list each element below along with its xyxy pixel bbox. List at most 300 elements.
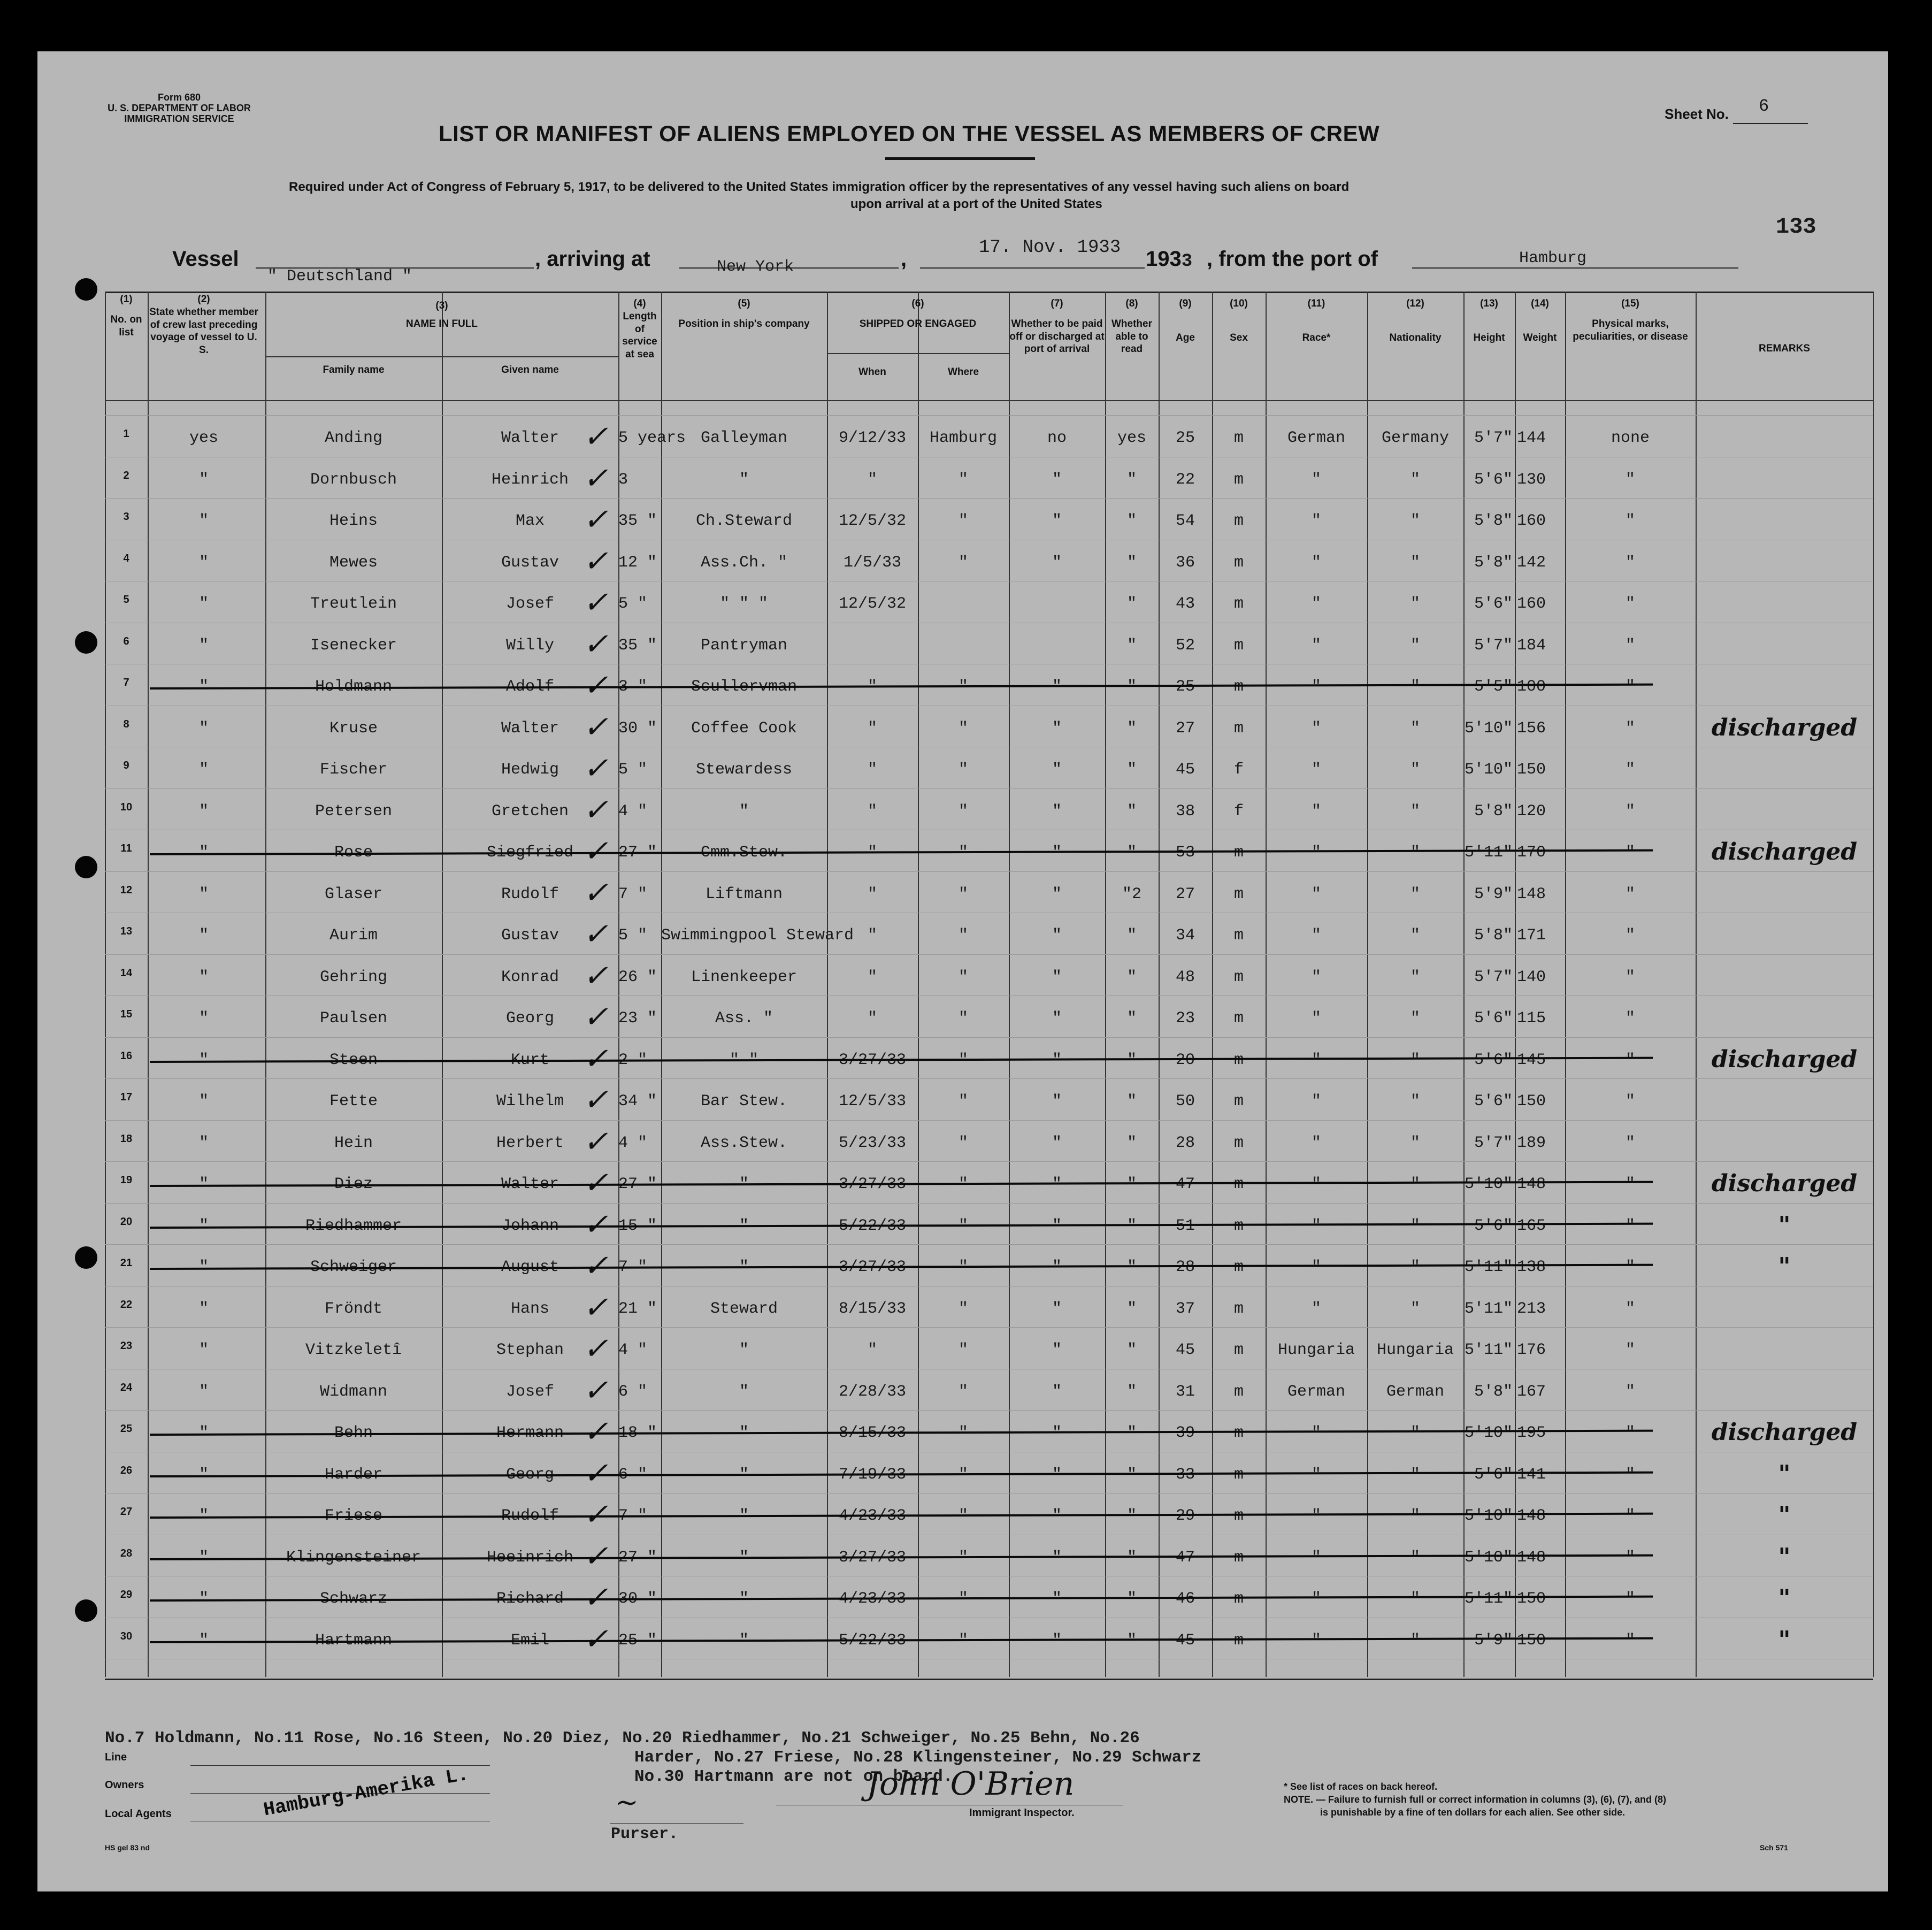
col-no-header (105, 293, 148, 339)
crew-read: " (1126, 553, 1137, 572)
crew-family: Glaser (324, 885, 383, 903)
crew-when: 12/5/33 (838, 1092, 907, 1110)
col-num-8: (8) (1125, 298, 1138, 309)
crew-sex: m (1233, 1134, 1244, 1152)
col-race-label: Race* (1302, 332, 1331, 343)
crew-height: 5'6" (1474, 1216, 1513, 1235)
crew-length: 27 " (618, 1548, 657, 1567)
crew-sex: m (1233, 512, 1244, 530)
crew-position: " (739, 1258, 749, 1276)
crew-family: Fröndt (324, 1299, 383, 1318)
crew-height: 5'10" (1464, 719, 1513, 738)
check-mark-icon: ✓ (583, 1373, 608, 1408)
row-rule (105, 1078, 1873, 1079)
crew-height: 5'8" (1474, 926, 1513, 945)
crew-where: " (958, 1631, 968, 1650)
crew-length: 5 " (618, 761, 648, 779)
crew-position: " (739, 1382, 749, 1401)
crew-prev: " (198, 1465, 209, 1484)
crew-nationality: " (1410, 885, 1420, 903)
check-mark-icon: ✓ (583, 1124, 608, 1159)
crew-where: " (958, 1009, 968, 1028)
col-race-header (1266, 297, 1367, 344)
crew-height: 5'6" (1474, 1051, 1513, 1069)
stamp-number: 133 (1776, 214, 1816, 240)
crew-position: Liftmann (705, 885, 783, 903)
crew-age: 48 (1175, 968, 1195, 986)
crew-nationality: " (1410, 595, 1420, 613)
col-num-2: (2) (197, 294, 210, 305)
row-number: 14 (120, 967, 133, 979)
row-rule (105, 788, 1873, 789)
crew-read: " (1126, 678, 1137, 696)
crew-position: Swimmingpool Steward (661, 926, 854, 945)
crew-position: Scullervman (691, 678, 798, 696)
crew-height: 5'6" (1474, 1009, 1513, 1028)
crew-when: " (867, 1341, 877, 1359)
row-number: 1 (123, 428, 129, 440)
crew-race: " (1311, 844, 1321, 862)
crew-physical: " (1625, 1507, 1635, 1525)
crew-weight: 160 (1517, 595, 1546, 613)
crew-weight: 156 (1517, 719, 1546, 738)
crew-prev: " (198, 1134, 209, 1152)
arriving-port: New York (717, 258, 794, 276)
crew-when: 1/5/33 (843, 553, 902, 572)
crew-given: August (501, 1258, 559, 1276)
crew-age: 27 (1175, 885, 1195, 903)
title-rule (885, 157, 1035, 160)
crew-weight: 140 (1517, 968, 1546, 986)
crew-race: " (1311, 678, 1321, 696)
crew-family: Paulsen (319, 1009, 388, 1028)
from-port: Hamburg (1519, 249, 1587, 267)
crew-prev: " (198, 802, 209, 821)
check-mark-icon: ✓ (583, 543, 608, 579)
form-subtitle: Required under Act of Congress of February 5, 1917, to be delivered to the United States immigration officer by the representatives of any vessel having such aliens on board (289, 180, 1350, 194)
crew-prev: " (198, 470, 209, 489)
crew-given: Stephan (496, 1341, 564, 1359)
crew-height: 5'8" (1474, 553, 1513, 572)
crew-physical: " (1625, 636, 1635, 655)
crew-where: Hamburg (929, 429, 998, 447)
crew-race: " (1311, 1465, 1321, 1484)
binder-hole (75, 1246, 97, 1269)
crew-when: " (867, 885, 877, 903)
crew-nationality: Hungaria (1376, 1341, 1454, 1359)
crew-height: 5'10" (1464, 1424, 1513, 1442)
crew-paid: " (1052, 926, 1062, 945)
crew-height: 5'6" (1474, 470, 1513, 489)
print-code: HS gel 83 nd (105, 1843, 150, 1852)
row-number: 12 (120, 884, 133, 896)
crew-when: 9/12/33 (838, 429, 907, 447)
crew-where: " (958, 1590, 968, 1608)
crew-paid: " (1052, 802, 1062, 821)
col-num-1: (1) (120, 294, 133, 305)
crew-weight: 165 (1517, 1216, 1546, 1235)
crew-weight: 150 (1517, 1092, 1546, 1110)
crew-height: 5'8" (1474, 512, 1513, 530)
crew-position: Ch.Steward (695, 512, 793, 530)
purser-signature: ~ (615, 1787, 639, 1819)
agents-label: Local Agents (105, 1808, 172, 1820)
crew-age: 25 (1175, 429, 1195, 447)
crew-position: Ass.Ch. " (700, 553, 788, 572)
crew-read: " (1126, 1258, 1137, 1276)
crew-where: " (958, 1051, 968, 1069)
sheet-number: 6 (1759, 96, 1769, 116)
crew-length: 5 years (618, 429, 686, 447)
arriving-label: , arriving at (535, 247, 650, 271)
crew-when: " (867, 968, 877, 986)
col-name-header (265, 293, 618, 331)
crew-age: 45 (1175, 1341, 1195, 1359)
crew-nationality: German (1386, 1382, 1445, 1401)
crew-sex: m (1233, 926, 1244, 945)
crew-physical: " (1625, 1382, 1635, 1401)
crew-where: " (958, 1507, 968, 1525)
check-mark-icon: ✓ (583, 1580, 608, 1615)
not-on-board-note-3: No.30 Hartmann are not on board. (634, 1767, 953, 1786)
row-number: 26 (120, 1464, 133, 1476)
crew-position: Cmm.Stew. (700, 844, 788, 862)
check-mark-icon: ✓ (583, 1621, 608, 1657)
purser-rule (610, 1823, 743, 1824)
crew-length: 25 " (618, 1631, 657, 1650)
crew-when: " (867, 1009, 877, 1028)
col-num-11: (11) (1307, 298, 1325, 309)
crew-age: 25 (1175, 678, 1195, 696)
note-text-2: is punishable by a fine of ten dollars for each alien. See other side. (1320, 1807, 1626, 1818)
crew-prev: " (198, 595, 209, 613)
crew-remarks: " (1778, 1460, 1791, 1488)
crew-length: 2 " (618, 1051, 648, 1069)
col-num-15: (15) (1621, 298, 1639, 309)
crew-given: Heeinrich (486, 1548, 574, 1567)
crew-race: " (1311, 1631, 1321, 1650)
crew-weight: 144 (1517, 429, 1546, 447)
crew-age: 45 (1175, 1631, 1195, 1650)
crew-paid: " (1052, 1051, 1062, 1069)
crew-position: " (739, 1424, 749, 1442)
row-rule (105, 995, 1873, 996)
crew-nationality: " (1410, 636, 1420, 655)
crew-read: " (1126, 1424, 1137, 1442)
row-number: 25 (120, 1423, 133, 1435)
crew-where: " (958, 1382, 968, 1401)
crew-paid: " (1052, 1134, 1062, 1152)
check-mark-icon: ✓ (583, 1331, 608, 1366)
crew-prev: " (198, 1258, 209, 1276)
crew-where: " (958, 1548, 968, 1567)
crew-age: 47 (1175, 1548, 1195, 1567)
col-shipped-label: SHIPPED OR ENGAGED (859, 318, 977, 330)
crew-age: 33 (1175, 1465, 1195, 1484)
crew-read: " (1126, 1341, 1137, 1359)
col-num-4: (4) (633, 298, 646, 309)
col-name-label: NAME IN FULL (405, 318, 478, 330)
line-stamp: Hamburg-Amerika L. (262, 1763, 471, 1821)
crew-age: 46 (1175, 1590, 1195, 1608)
crew-weight: 160 (1517, 512, 1546, 530)
crew-family: Heins (329, 512, 378, 530)
crew-race: " (1311, 1258, 1321, 1276)
crew-race: " (1311, 719, 1321, 738)
crew-length: 15 " (618, 1216, 657, 1235)
crew-remarks: discharged (1711, 838, 1858, 866)
crew-race: German (1287, 1382, 1346, 1401)
crew-race: Hungaria (1277, 1341, 1355, 1359)
crew-position: Linenkeeper (691, 968, 798, 986)
crew-length: 4 " (618, 802, 648, 821)
crew-where: " (958, 844, 968, 862)
line-rule (190, 1765, 490, 1766)
crew-weight: 189 (1517, 1134, 1546, 1152)
crew-position: " (739, 1175, 749, 1193)
col-read-label: Whether able to read (1111, 318, 1152, 355)
crew-physical: " (1625, 968, 1635, 986)
form-number: Form 680 (157, 92, 201, 103)
crew-family: Harder (324, 1465, 383, 1484)
crew-length: 18 " (618, 1424, 657, 1442)
crew-family: Friese (324, 1507, 383, 1525)
crew-read: " (1126, 595, 1137, 613)
check-mark-icon: ✓ (583, 875, 608, 910)
crew-height: 5'6" (1474, 1092, 1513, 1110)
crew-race: " (1311, 1092, 1321, 1110)
crew-read: " (1126, 1175, 1137, 1193)
crew-paid: " (1052, 1092, 1062, 1110)
check-mark-icon: ✓ (583, 1166, 608, 1200)
row-number: 28 (120, 1547, 133, 1559)
crew-nationality: " (1410, 1216, 1420, 1235)
check-mark-icon: ✓ (583, 668, 608, 703)
service: IMMIGRATION SERVICE (124, 113, 234, 124)
crew-weight: 130 (1517, 470, 1546, 489)
col-length-label: Length of service at sea (622, 310, 657, 360)
crew-given: Hans (510, 1299, 549, 1318)
crew-race: " (1311, 968, 1321, 986)
crew-when: " (867, 761, 877, 779)
crew-sex: f (1233, 802, 1244, 821)
crew-given: Konrad (501, 968, 559, 986)
crew-position: " (739, 1341, 749, 1359)
crew-where: " (958, 1299, 968, 1318)
crew-height: 5'10" (1464, 1548, 1513, 1567)
crew-age: 23 (1175, 1009, 1195, 1028)
crew-paid: " (1052, 1590, 1062, 1608)
crew-remarks: " (1778, 1253, 1791, 1280)
form-title: LIST OR MANIFEST OF ALIENS EMPLOYED ON THE VESSEL AS MEMBERS OF CREW (439, 121, 1380, 146)
crew-length: 4 " (618, 1341, 648, 1359)
col-paid-label: Whether to be paid off or discharged at port of arrival (1009, 318, 1105, 355)
col-given-header: Given name (501, 364, 559, 376)
row-number: 6 (123, 635, 129, 647)
col-age-label: Age (1176, 332, 1195, 343)
row-number: 17 (120, 1091, 133, 1103)
crew-sex: m (1233, 1175, 1244, 1193)
crew-nationality: " (1410, 1175, 1420, 1193)
binder-hole (75, 856, 97, 878)
crew-nationality: " (1410, 1590, 1420, 1608)
check-mark-icon: ✓ (583, 502, 608, 537)
crew-height: 5'11" (1464, 1299, 1513, 1318)
crew-physical: " (1625, 719, 1635, 738)
crew-where: " (958, 678, 968, 696)
inspector-label: Immigrant Inspector. (969, 1807, 1075, 1819)
crew-physical: " (1625, 885, 1635, 903)
crew-given: Walter (501, 719, 559, 738)
col-num-6: (6) (911, 298, 924, 309)
vessel-name: " Deutschland " (267, 267, 412, 286)
year-suffix: 3 (1181, 251, 1193, 272)
crew-sex: m (1233, 968, 1244, 986)
crew-given: Hedwig (501, 761, 559, 779)
col-num-12: (12) (1406, 298, 1424, 309)
crew-nationality: " (1410, 1299, 1420, 1318)
crew-read: " (1126, 512, 1137, 530)
binder-hole (75, 631, 97, 654)
crew-read: " (1126, 719, 1137, 738)
crew-read: " (1126, 1507, 1137, 1525)
crew-weight: 171 (1517, 926, 1546, 945)
crew-position: Coffee Cook (691, 719, 798, 738)
from-rule (1412, 267, 1738, 269)
crew-remarks: " (1778, 1502, 1791, 1529)
crew-where: " (958, 512, 968, 530)
crew-nationality: " (1410, 1424, 1420, 1442)
crew-when: 5/22/33 (838, 1216, 907, 1235)
crew-length: 3 (618, 470, 628, 489)
crew-read: " (1126, 844, 1137, 862)
crew-paid: " (1052, 470, 1062, 489)
crew-read: " (1126, 1092, 1137, 1110)
crew-given: Richard (496, 1590, 564, 1608)
crew-family: Mewes (329, 553, 378, 572)
crew-nationality: " (1410, 1465, 1420, 1484)
crew-read: " (1126, 1216, 1137, 1235)
crew-age: 29 (1175, 1507, 1195, 1525)
crew-sex: m (1233, 470, 1244, 489)
crew-height: 5'9" (1474, 1631, 1513, 1650)
crew-physical: " (1625, 470, 1635, 489)
col-read-header (1105, 297, 1159, 356)
crew-height: 5'10" (1464, 1507, 1513, 1525)
crew-given: Walter (501, 1175, 559, 1193)
crew-given: Gustav (501, 553, 559, 572)
crew-nationality: " (1410, 1009, 1420, 1028)
crew-physical: none (1611, 429, 1650, 447)
crew-nationality: " (1410, 512, 1420, 530)
year-prefix (1146, 247, 1192, 272)
crew-position: " (739, 1548, 749, 1567)
crew-age: 31 (1175, 1382, 1195, 1401)
crew-given: Georg (505, 1465, 554, 1484)
crew-weight: 150 (1517, 761, 1546, 779)
crew-sex: m (1233, 1465, 1244, 1484)
crew-paid: " (1052, 1341, 1062, 1359)
crew-given: Walter (501, 429, 559, 447)
crew-sex: m (1233, 844, 1244, 862)
crew-race: " (1311, 1424, 1321, 1442)
owners-label: Owners (105, 1779, 144, 1791)
crew-age: 20 (1175, 1051, 1195, 1069)
check-mark-icon: ✓ (583, 1000, 608, 1035)
crew-prev: " (198, 844, 209, 862)
binder-hole (75, 1599, 97, 1622)
crew-weight: 100 (1517, 678, 1546, 696)
row-rule (105, 1327, 1873, 1328)
row-rule (105, 415, 1873, 416)
crew-race: " (1311, 512, 1321, 530)
crew-read: "2 (1122, 885, 1141, 903)
crew-physical: " (1625, 844, 1635, 862)
crew-read: " (1126, 968, 1137, 986)
crew-nationality: " (1410, 719, 1420, 738)
crew-sex: m (1233, 553, 1244, 572)
crew-paid: " (1052, 1507, 1062, 1525)
header-bottom-rule (105, 400, 1873, 401)
crew-race: " (1311, 1009, 1321, 1028)
crew-weight: 141 (1517, 1465, 1546, 1484)
crew-given: Rudolf (501, 885, 559, 903)
crew-race: " (1311, 761, 1321, 779)
col-weight-label: Weight (1523, 332, 1557, 343)
crew-prev: " (198, 1216, 209, 1235)
col-length-header (618, 297, 661, 361)
col-height-label: Height (1473, 332, 1505, 343)
crew-when: 5/23/33 (838, 1134, 907, 1152)
crew-weight: 148 (1517, 1175, 1546, 1193)
date-stamp: 17. Nov. 1933 (979, 238, 1121, 258)
crew-weight: 120 (1517, 802, 1546, 821)
crew-when: 4/23/33 (838, 1507, 907, 1525)
crew-family: Schweiger (310, 1258, 397, 1276)
crew-prev: yes (189, 429, 218, 447)
check-mark-icon: ✓ (583, 585, 608, 620)
crew-height: 5'8" (1474, 802, 1513, 821)
crew-physical: " (1625, 1216, 1635, 1235)
crew-family: Schwarz (319, 1590, 388, 1608)
row-number: 29 (120, 1589, 133, 1600)
crew-read: " (1126, 1134, 1137, 1152)
check-mark-icon: ✓ (583, 419, 608, 454)
row-number: 11 (120, 843, 132, 854)
crew-position: " (739, 1507, 749, 1525)
crew-age: 39 (1175, 1424, 1195, 1442)
crew-prev: " (198, 1631, 209, 1650)
check-mark-icon: ✓ (583, 1538, 608, 1574)
col-nationality-label: Nationality (1389, 332, 1442, 343)
col-sex-label: Sex (1230, 332, 1248, 343)
crew-nationality: " (1410, 553, 1420, 572)
crew-length: 4 " (618, 1134, 648, 1152)
crew-nationality: " (1410, 844, 1420, 862)
crew-when: 8/15/33 (838, 1424, 907, 1442)
crew-prev: " (198, 1051, 209, 1069)
crew-nationality: " (1410, 802, 1420, 821)
crew-weight: 148 (1517, 885, 1546, 903)
crew-family: Fette (329, 1092, 378, 1110)
crew-age: 53 (1175, 844, 1195, 862)
crew-height: 5'10" (1464, 761, 1513, 779)
row-number: 20 (120, 1215, 133, 1228)
crew-read: " (1126, 1009, 1137, 1028)
crew-family: Widmann (319, 1382, 388, 1401)
crew-remarks: " (1778, 1584, 1791, 1612)
crew-given: Herbert (496, 1134, 564, 1152)
